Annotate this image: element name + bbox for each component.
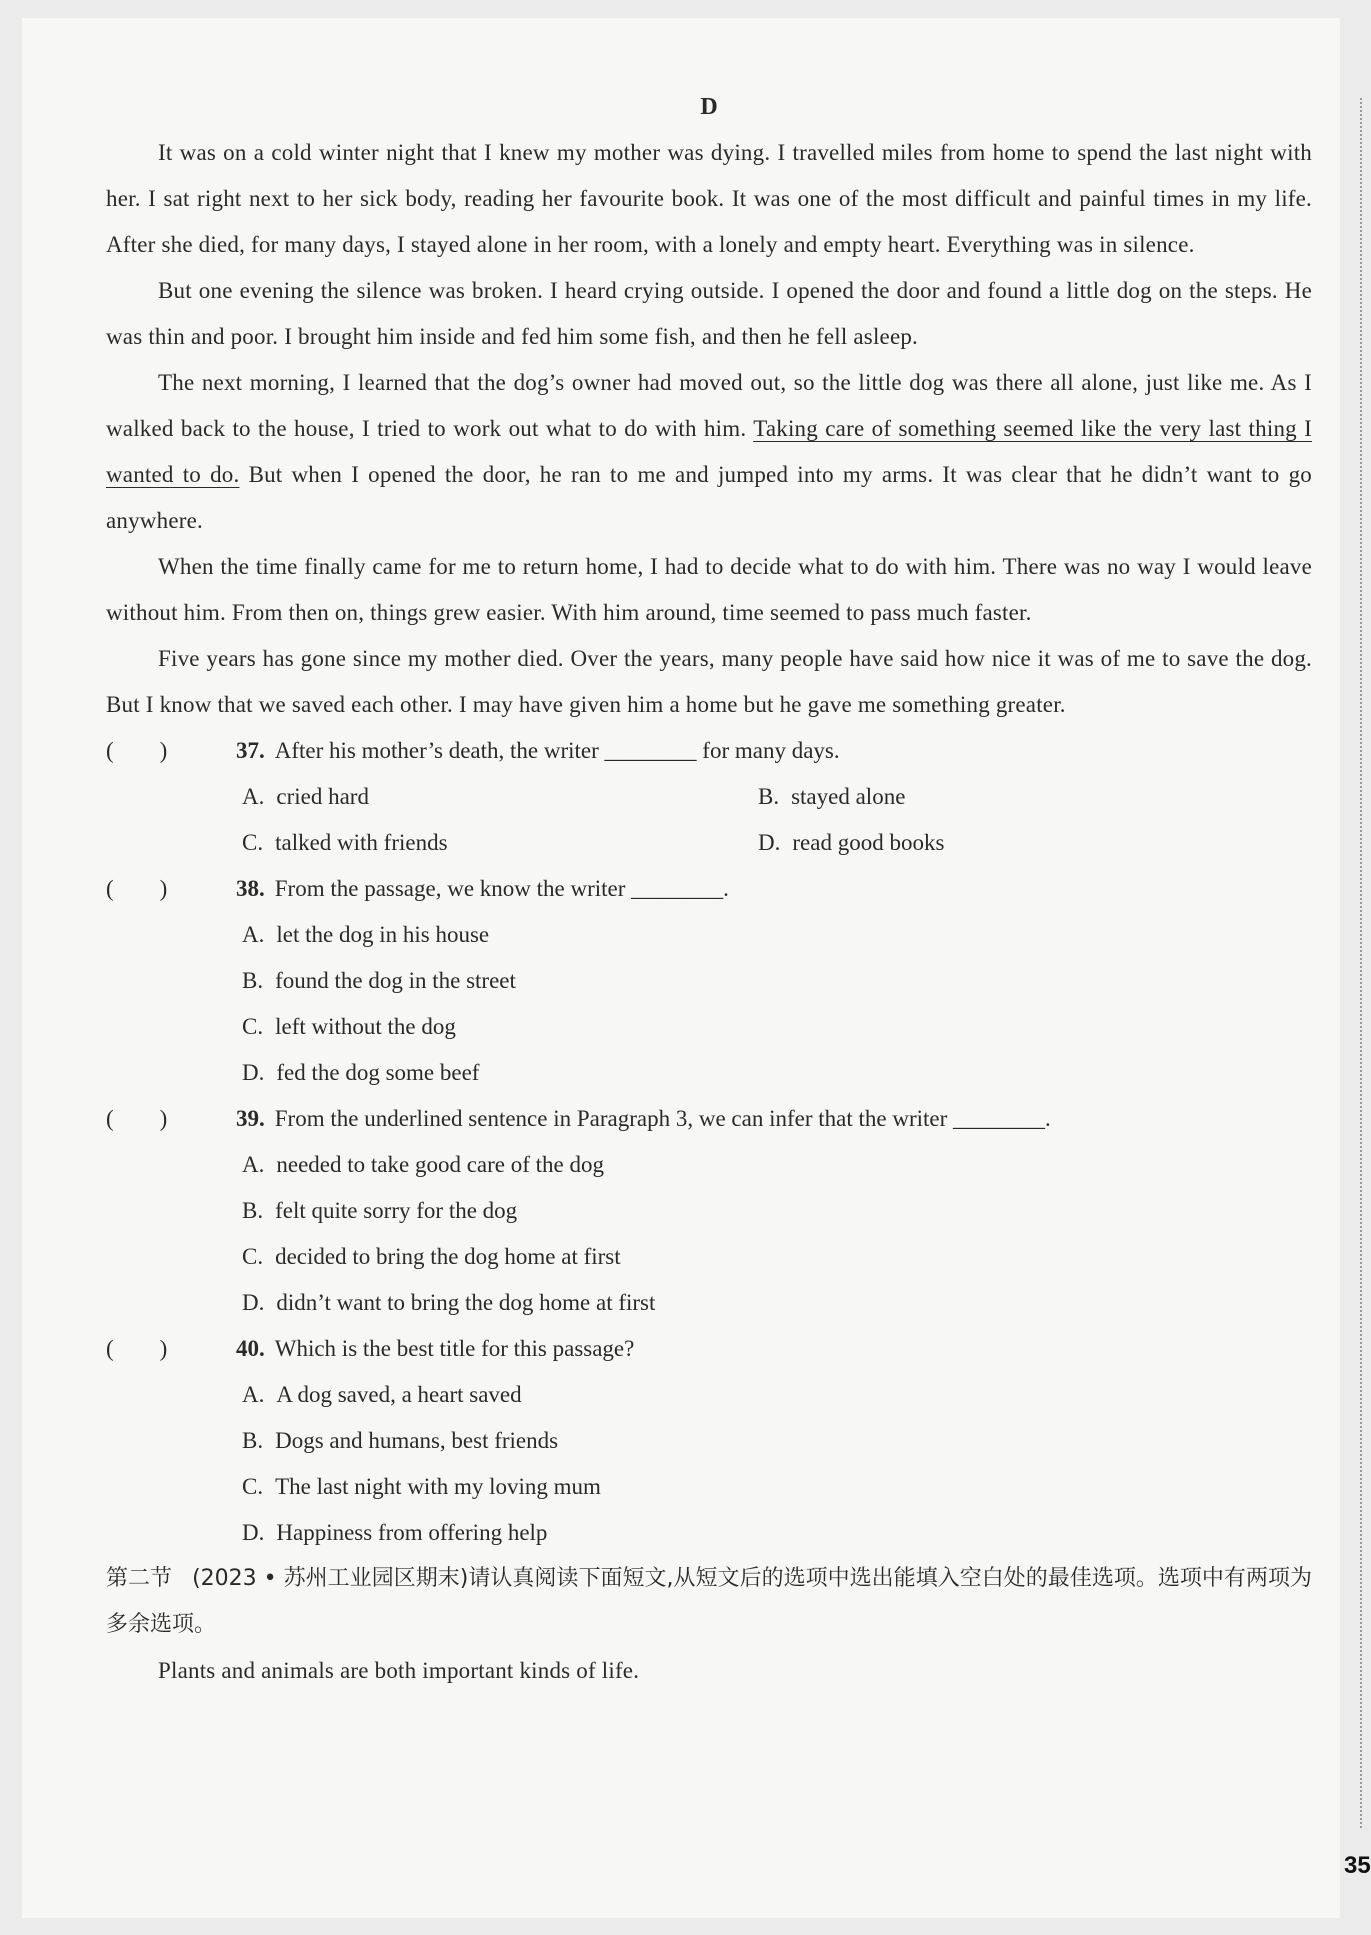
question-37-options-row-1	[106, 774, 1312, 820]
question-40	[106, 1326, 1312, 1372]
option-text: needed to take good care of the dog	[276, 1152, 604, 1177]
option-letter: C.	[242, 1014, 264, 1039]
option-letter: D.	[242, 1520, 265, 1545]
question-text: Which is the best title for this passage?	[274, 1336, 635, 1361]
passage-paragraph-1: It was on a cold winter night that I knew my mother was dying. I travelled miles from home to spend the last night with her. I sat right next to her sick body, reading her favourite book. It was one of the most difficult and painful times in my life. After she died, for many days, I stayed alone in her room, with a lonely and empty heart. Everything was in silence.	[106, 140, 1312, 257]
option-text: A dog saved, a heart saved	[276, 1382, 522, 1407]
question-37	[106, 728, 1312, 774]
passage-title: D	[700, 94, 718, 120]
option-text: cried hard	[276, 784, 369, 809]
answer-bracket[interactable]: ( )	[106, 738, 168, 763]
option-text: stayed alone	[791, 784, 906, 809]
para3-text-after: But when I opened the door, he ran to me and jumped into my arms. It was clear that he didn’t want to go anywhere.	[106, 462, 1312, 533]
option-letter: B.	[242, 1198, 264, 1223]
answer-bracket[interactable]: ( )	[106, 1336, 168, 1361]
option-c[interactable]	[242, 820, 758, 866]
option-c[interactable]	[106, 1464, 1312, 1510]
question-39	[106, 1096, 1312, 1142]
option-b[interactable]	[106, 958, 1312, 1004]
section-2-first-line: Plants and animals are both important kinds of life.	[158, 1658, 640, 1683]
passage-paragraph-4: When the time finally came for me to return home, I had to decide what to do with him. There was no way I would leave without him. From then on, things grew easier. With him around, time seemed to pass much faster.	[106, 554, 1312, 625]
option-c[interactable]	[106, 1234, 1312, 1280]
option-text: Happiness from offering help	[276, 1520, 548, 1545]
option-a[interactable]	[106, 1142, 1312, 1188]
question-number: 40.	[236, 1336, 265, 1361]
option-letter: B.	[758, 784, 780, 809]
option-text: felt quite sorry for the dog	[275, 1198, 518, 1223]
option-b[interactable]	[106, 1188, 1312, 1234]
option-letter: A.	[242, 784, 265, 809]
option-letter: B.	[242, 968, 264, 993]
question-text: From the underlined sentence in Paragraph 3, we can infer that the writer ________.	[274, 1106, 1051, 1131]
question-text: After his mother’s death, the writer ________ for many days.	[274, 738, 840, 763]
option-letter: C.	[242, 1244, 264, 1269]
option-text: The last night with my loving mum	[275, 1474, 601, 1499]
option-b[interactable]	[106, 1418, 1312, 1464]
page-number: 35	[1344, 1852, 1371, 1879]
option-letter: D.	[242, 1060, 265, 1085]
para3-text-before: The next morning, I learned that the dog’s owner had moved out, so the little dog was there all alone, just like me. As I walked back to the house, I tried to work out what to do with him.	[106, 370, 1312, 441]
option-text: let the dog in his house	[276, 922, 490, 947]
option-letter: C.	[242, 1474, 264, 1499]
option-d[interactable]	[106, 1510, 1312, 1556]
question-number: 38.	[236, 876, 265, 901]
question-number: 39.	[236, 1106, 265, 1131]
option-letter: A.	[242, 1382, 265, 1407]
passage-paragraph-5: Five years has gone since my mother died. Over the years, many people have said how nice it was of me to save the dog. But I know that we saved each other. I may have given him a home but he gave me something greater.	[106, 646, 1312, 717]
option-a[interactable]	[242, 774, 758, 820]
question-number: 37.	[236, 738, 265, 763]
option-b[interactable]	[758, 774, 1274, 820]
option-letter: D.	[758, 830, 781, 855]
option-text: didn’t want to bring the dog home at first	[276, 1290, 656, 1315]
binding-edge-divider	[1360, 98, 1362, 1828]
question-text: From the passage, we know the writer ________.	[274, 876, 729, 901]
question-37-options-row-2	[106, 820, 1312, 866]
option-letter: D.	[242, 1290, 265, 1315]
option-letter: B.	[242, 1428, 264, 1453]
option-text: fed the dog some beef	[276, 1060, 480, 1085]
option-a[interactable]	[106, 912, 1312, 958]
option-text: read good books	[792, 830, 945, 855]
section-2-instruction	[106, 1556, 1312, 1648]
passage-paragraph-3	[106, 360, 1312, 544]
option-d[interactable]	[106, 1280, 1312, 1326]
section-2-instruction-text: (2023 • 苏州工业园区期末)请认真阅读下面短文,从短文后的选项中选出能填入空白处的最佳选项。选项中有两项为多余选项。	[106, 1566, 1312, 1637]
passage-paragraph-2: But one evening the silence was broken. I heard crying outside. I opened the door and found a little dog on the steps. He was thin and poor. I brought him inside and fed him some fish, and then he fell asleep.	[106, 278, 1312, 349]
underlined-sentence: Taking care of something seemed like the very last thing I wanted to do.	[106, 416, 1313, 487]
option-text: decided to bring the dog home at first	[275, 1244, 621, 1269]
option-letter: C.	[242, 830, 264, 855]
option-text: talked with friends	[275, 830, 448, 855]
option-d[interactable]	[758, 820, 1274, 866]
reading-section-d	[106, 84, 1312, 1694]
option-d[interactable]	[106, 1050, 1312, 1096]
option-text: found the dog in the street	[275, 968, 516, 993]
question-38	[106, 866, 1312, 912]
option-letter: A.	[242, 1152, 265, 1177]
section-2-label: 第二节	[106, 1566, 173, 1591]
answer-bracket[interactable]: ( )	[106, 876, 168, 901]
option-c[interactable]	[106, 1004, 1312, 1050]
option-a[interactable]	[106, 1372, 1312, 1418]
option-text: Dogs and humans, best friends	[275, 1428, 559, 1453]
option-text: left without the dog	[275, 1014, 456, 1039]
answer-bracket[interactable]: ( )	[106, 1106, 168, 1131]
option-letter: A.	[242, 922, 265, 947]
